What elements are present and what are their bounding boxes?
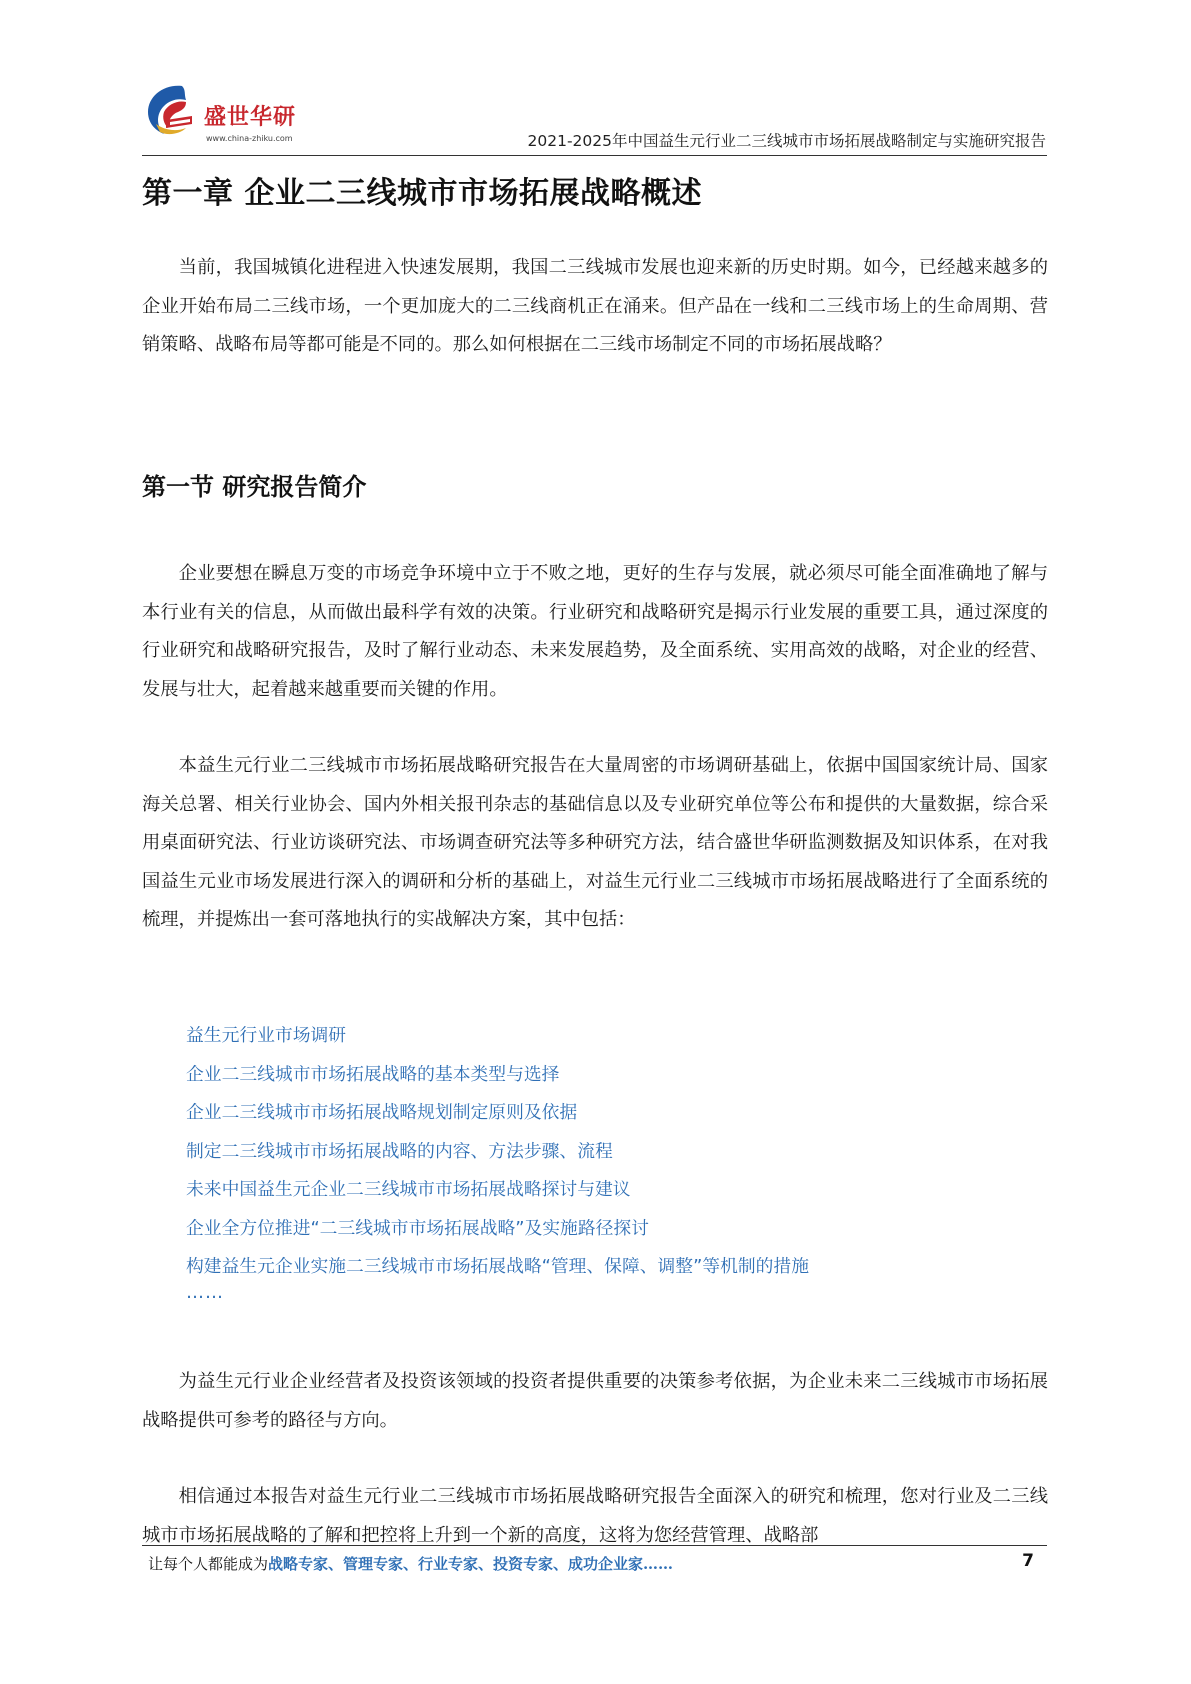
toc-ellipsis: ……: [186, 1282, 224, 1303]
footer-slogan: [148, 1553, 673, 1574]
logo-emblem-icon: [142, 80, 206, 142]
logo-url: www.china-zhiku.com: [206, 134, 293, 143]
report-title: 2021-2025年中国益生元行业二三线城市市场拓展战略制定与实施研究报告: [527, 132, 1046, 150]
toc-list: [186, 1017, 809, 1287]
body-paragraph: 为益生元行业企业经营者及投资该领域的投资者提供重要的决策参考依据，为企业未来二三线城市市场拓展战略提供可参考的路径与方向。: [142, 1371, 1048, 1431]
company-logo: [142, 80, 332, 150]
body-paragraph: 企业要想在瞬息万变的市场竞争环境中立于不败之地，更好的生存与发展，就必须尽可能全面准确地了解与本行业有关的信息，从而做出最科学有效的决策。行业研究和战略研究是揭示行业发展的重要工具，通过深度的行业研究和战略研究报告，及时了解行业动态、未来发展趋势，及全面系统、实用高效的战略，对企业的经营、发展与壮大，起着越来越重要而关键的作用。: [142, 563, 1048, 700]
toc-link[interactable]: 制定二三线城市市场拓展战略的内容、方法步骤、流程: [186, 1140, 613, 1162]
footer-slogan-highlight: 战略专家、管理专家、行业专家、投资专家、成功企业家……: [268, 1555, 674, 1573]
body-paragraph: 本益生元行业二三线城市市场拓展战略研究报告在大量周密的市场调研基础上，依据中国国家统计局、国家海关总署、相关行业协会、国内外相关报刊杂志的基础信息以及专业研究单位等公布和提供的大量数据，综合采用桌面研究法、行业访谈研究法、市场调查研究法等多种研究方法，结合盛世华研监测数据及知识体系，在对我国益生元业市场发展进行深入的调研和分析的基础上，对益生元行业二三线城市市场拓展战略进行了全面系统的梳理，并提炼出一套可落地执行的实战解决方案，其中包括：: [142, 755, 1048, 930]
page-number: 7: [1022, 1551, 1034, 1571]
toc-link[interactable]: 未来中国益生元企业二三线城市市场拓展战略探讨与建议: [186, 1179, 631, 1200]
footer-divider: [142, 1545, 1047, 1546]
header-divider: [142, 155, 1047, 156]
footer-slogan-prefix: 让每个人都能成为: [148, 1555, 269, 1573]
toc-link[interactable]: 构建益生元企业实施二三线城市市场拓展战略“管理、保障、调整”等机制的措施: [186, 1256, 809, 1277]
body-paragraph: 相信通过本报告对益生元行业二三线城市市场拓展战略研究报告全面深入的研究和梳理，您对行业及二三线城市市场拓展战略的了解和把控将上升到一个新的高度，这将为您经营管理、战略部: [142, 1486, 1048, 1546]
section-title: 第一节 研究报告简介: [142, 473, 367, 501]
intro-paragraph: 当前，我国城镇化进程进入快速发展期，我国二三线城市发展也迎来新的历史时期。如今，已经越来越多的企业开始布局二三线市场，一个更加庞大的二三线商机正在涌来。但产品在一线和二三线市场上的生命周期、营销策略、战略布局等都可能是不同的。那么如何根据在二三线市场制定不同的市场拓展战略？: [142, 257, 1048, 355]
toc-link[interactable]: 企业二三线城市市场拓展战略规划制定原则及依据: [186, 1102, 578, 1123]
toc-link[interactable]: 企业全方位推进“二三线城市市场拓展战略”及实施路径探讨: [186, 1217, 649, 1239]
toc-link[interactable]: 益生元行业市场调研: [186, 1025, 347, 1046]
toc-link[interactable]: 企业二三线城市市场拓展战略的基本类型与选择: [186, 1063, 560, 1085]
logo-name: 盛世华研: [204, 105, 297, 130]
chapter-title: 第一章 企业二三线城市市场拓展战略概述: [142, 176, 702, 211]
